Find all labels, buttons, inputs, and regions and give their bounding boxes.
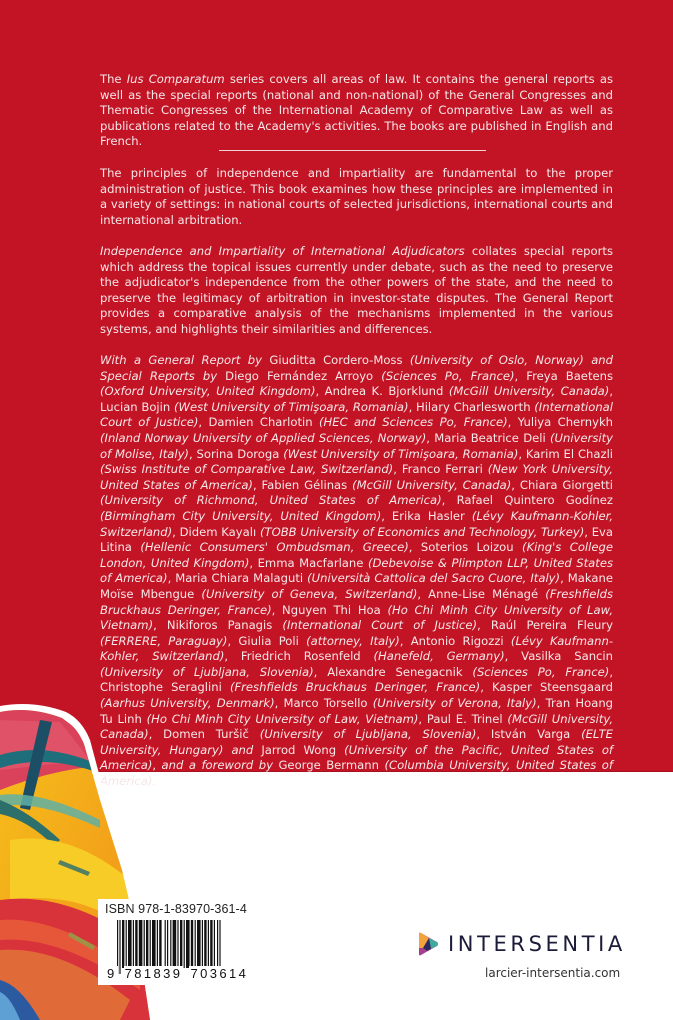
contributor-affiliation: (University of Ljubljana, Slovenia) [259,727,477,742]
contributors-list [100,353,613,790]
contributor-affiliation: (Freshfields Bruckhaus Deringer, France) [229,680,481,695]
contributor-name: Raúl Pereira Fleury [490,618,614,633]
general-reporter-affiliation: (University of Oslo, Norway) [409,353,584,367]
book-description-paragraph [100,244,613,338]
contributor-affiliation: (McGill University, Canada) [448,384,610,399]
contributor-name: Didem Kayalı [179,524,257,539]
contributor-name: Diego Fernández Arroyo [225,368,374,383]
publisher-logo [417,931,626,957]
contributor-name: Lucian Bojin [100,399,171,414]
general-report-intro: With a General Report by [100,353,262,367]
contributor-name: Nikiforos Panagis [166,618,273,633]
contributor-name: István Varga [490,727,571,742]
section-divider [219,150,486,151]
contributor-affiliation: (University of Richmond, United States of America) [100,493,442,508]
publisher-name: INTERSENTIA [448,932,626,956]
contributor-name: Tran Hoang Tu Linh [100,696,614,726]
contributor-name: Soterios Loizou [420,540,514,555]
contributor-affiliation: (University of Molise, Italy) [100,430,613,461]
contributor-affiliation: (FERRERE, Paraguay) [100,633,228,648]
special-reports-intro: and Special Reports by [100,353,614,383]
contributor-name: Antonio Rigozzi [410,633,504,648]
contributor-name: Damien Charlotin [208,415,313,430]
contributor-affiliation: (West University of Timişoara, Romania) [283,446,519,461]
contributor-affiliation: (Swiss Institute of Comparative Law, Switzerland) [100,462,394,477]
list-joiner: and [223,742,262,757]
barcode-lead-digit: 9 [107,966,117,981]
book-description-text: collates special reports which address the topical issues currently under debate, such as the need to preserve the adjudicator's independence from the other powers of the state, and the need to preserve the legitimacy of arbitration in investor-state disputes. The General Report provides a comparative analysis of the mechanisms implemented in the various systems, and highlights their similarities and differences. [100,244,613,336]
contributor-name: Vasilka Sancin [521,649,613,664]
contributors-paragraph [100,353,613,790]
contributor-name: Jarrod Wong [261,742,337,757]
contributor-name: Fabien Gélinas [261,477,348,492]
closing-period: . [152,774,157,789]
contributor-name: Anne-Lise Ménagé [428,586,539,601]
contributor-name: Friedrich Rosenfeld [240,649,361,664]
contributor-affiliation: (Inland Norway University of Applied Sciences, Norway) [100,430,427,445]
contributor-name: Rafael Quintero Godínez [456,493,614,508]
contributor-name: Maria Chiara Malaguti [175,571,304,586]
contributor-name: Franco Ferrari [401,462,483,477]
contributor-name: Alexandre Senegacnik [327,664,463,679]
contributor-affiliation: (University of Verona, Italy) [372,696,537,711]
contributor-affiliation: (Ho Chi Minh City University of Law, Vietnam) [100,602,614,633]
contributor-affiliation: (Lévy Kaufmann-Kohler, Switzerland) [100,508,614,539]
contributor-affiliation: (Birmingham City University, United Kingdom) [100,508,382,523]
contributor-name: Freya Baetens [526,368,614,383]
contributor-name: Erika Hasler [391,508,465,523]
isbn-barcode [98,899,249,985]
contributor-affiliation: (Università Cattolica del Sacro Cuore, Italy) [307,571,561,586]
contributor-name: Yuliya Chernykh [517,415,614,430]
barcode-digit-group-1: 781839 [124,966,183,981]
contributor-affiliation: (New York University, United States of America) [100,462,613,492]
publisher-website[interactable]: larcier-intersentia.com [485,966,621,980]
contributor-name: Kasper Steensgaard [492,680,614,695]
principles-text: The principles of independence and impartiality are fundamental to the proper administration of justice. This book examines how these principles are implemented in a variety of settings: in national courts of selected jurisdictions, international courts and international arbitration. [100,166,613,227]
principles-paragraph [100,166,613,228]
foreword-author-affiliation: (Columbia University, United States of America) [100,758,613,789]
contributor-affiliation: (International Court of Justice) [100,399,614,430]
series-blurb-prefix: The [100,72,127,86]
contributor-affiliation: (Oxford University, United Kingdom) [100,384,316,399]
prism-play-icon [417,932,439,956]
barcode-digit-group-2: 703614 [190,966,249,981]
series-blurb-text: series covers all areas of law. It contains the general reports as well as the special reports (national and non-national) of the General Congresses and Thematic Congresses of the International Academy of Comparative Law as well as publications related to the Academy's activities. The books are published in English and French. [100,72,614,149]
contributor-name: Domen Turšič [163,727,249,742]
contributor-name: Eva Litina [100,524,614,555]
series-name: Ius Comparatum [126,72,225,86]
foreword-author-name: George Bermann [278,758,379,773]
contributor-affiliation: (Lévy Kaufmann-Kohler, Switzerland) [100,633,614,664]
contributor-name: Hilary Charlesworth [415,399,531,414]
contributor-name: Andrea K. Bjorklund [324,384,444,399]
contributor-affiliation: (University of the Pacific, United States of America) [100,742,614,773]
contributor-affiliation: (International Court of Justice) [282,618,478,633]
contributor-affiliation: (Sciences Po, France) [381,368,515,383]
contributor-affiliation: (Sciences Po, France) [472,664,610,679]
contributor-affiliation: (King's College London, United Kingdom) [100,540,613,570]
contributor-affiliation: (Hellenic Consumers' Ombudsman, Greece) [140,540,409,555]
isbn-label: ISBN 978-1-83970-361-4 [105,902,247,916]
barcode-digits [106,966,249,981]
contributor-name: Christophe Seraglini [100,680,222,695]
contributor-affiliation: (Hanefeld, Germany) [373,649,505,664]
contributor-name: Giulia Poli [238,633,299,648]
contributor-name: Makane Moïse Mbengue [100,571,613,601]
contributor-affiliation: (Aarhus University, Denmark) [100,696,275,711]
special-reporters: Diego Fernández Arroyo (Sciences Po, France), Freya Baetens (Oxford University, United Kingdom), Andrea K. Bjorklund (McGill University, Canada), Lucian Bojin (West University of Timişoara, Romania), Hilary Charlesworth (International Court of Justice), Damien Charlotin (HEC and Sciences Po, France), Yuliya Chernykh (Inland Norway University of Applied Sciences, Norway), Maria Beatrice Deli (University of Molise, Italy), Sorina Doroga (West University of Timişoara, Romania), Karim El Chazli (Swiss Institute of Comparative Law, Switzerland), Franco Ferrari (New York University, United States of America), Fabien Gélinas (McGill University, Canada), Chiara Giorgetti (University of Richmond, United States of America), Rafael Quintero Godínez (Birmingham City University, United Kingdom), Erika Hasler (Lévy Kaufmann-Kohler, Switzerland), Didem Kayalı (TOBB University of Economics and Technology, Turkey), Eva Litina (Hellenic Consumers' Ombudsman, Greece), Soterios Loizou (King's College London, United Kingdom), Emma Macfarlane (Debevoise & Plimpton LLP, United States of America), Maria Chiara Malaguti (Università Cattolica del Sacro Cuore, Italy), Makane Moïse Mbengue (University of Geneva, Switzerland), Anne-Lise Ménagé (Freshfields Bruckhaus Deringer, France), Nguyen Thi Hoa (Ho Chi Minh City University of Law, Vietnam), Nikiforos Panagis (International Court of Justice), Raúl Pereira Fleury (FERRERE, Paraguay), Giulia Poli (attorney, Italy), Antonio Rigozzi (Lévy Kaufmann-Kohler, Switzerland), Friedrich Rosenfeld (Hanefeld, Germany), Vasilka Sancin (University of Ljubljana, Slovenia), Alexandre Senegacnik (Sciences Po, France), Christophe Seraglini (Freshfields Bruckhaus Deringer, France), Kasper Steensgaard (Aarhus University, Denmark), Marco Torsello (University of Verona, Italy), Tran Hoang Tu Linh (Ho Chi Minh City University of Law, Vietnam), Paul E. Trinel (McGill University, Canada), Domen Turšič (University of Ljubljana, Slovenia), István Varga (ELTE University, Hungary) and Jarrod Wong (University of the Pacific, United States of America), [100,368,614,773]
contributor-affiliation: (attorney, Italy) [306,633,400,648]
contributor-affiliation: (Ho Chi Minh City University of Law, Vietnam) [146,711,419,726]
contributor-name: Sorina Doroga [196,446,280,461]
contributor-affiliation: (Debevoise & Plimpton LLP, United States of America) [100,555,614,586]
contributor-affiliation: (ELTE University, Hungary) [100,727,614,757]
foreword-intro: and a foreword by [161,758,273,773]
contributor-name: Maria Beatrice Deli [434,430,546,445]
general-reporter-name: Giuditta Cordero-Moss [269,353,403,367]
contributor-name: Emma Macfarlane [257,555,364,570]
contributor-affiliation: (University of Geneva, Switzerland) [201,586,418,601]
contributor-name: Chiara Giorgetti [519,477,614,492]
contributor-affiliation: (Freshfields Bruckhaus Deringer, France) [100,586,614,617]
series-blurb [100,72,613,150]
contributor-affiliation: (McGill University, Canada) [100,711,614,742]
contributor-affiliation: (McGill University, Canada) [352,477,512,492]
contributor-affiliation: (West University of Timişoara, Romania) [173,399,409,414]
contributor-affiliation: (HEC and Sciences Po, France) [319,415,508,430]
contributor-name: Marco Torsello [283,696,368,711]
contributor-affiliation: (University of Ljubljana, Slovenia) [100,664,314,679]
book-title: Independence and Impartiality of International Adjudicators [100,244,465,258]
contributor-name: Nguyen Thi Hoa [282,602,381,617]
contributor-affiliation: (TOBB University of Economics and Technology, Turkey) [259,524,585,539]
contributor-name: Karim El Chazli [525,446,614,461]
contributor-name: Paul E. Trinel [426,711,503,726]
